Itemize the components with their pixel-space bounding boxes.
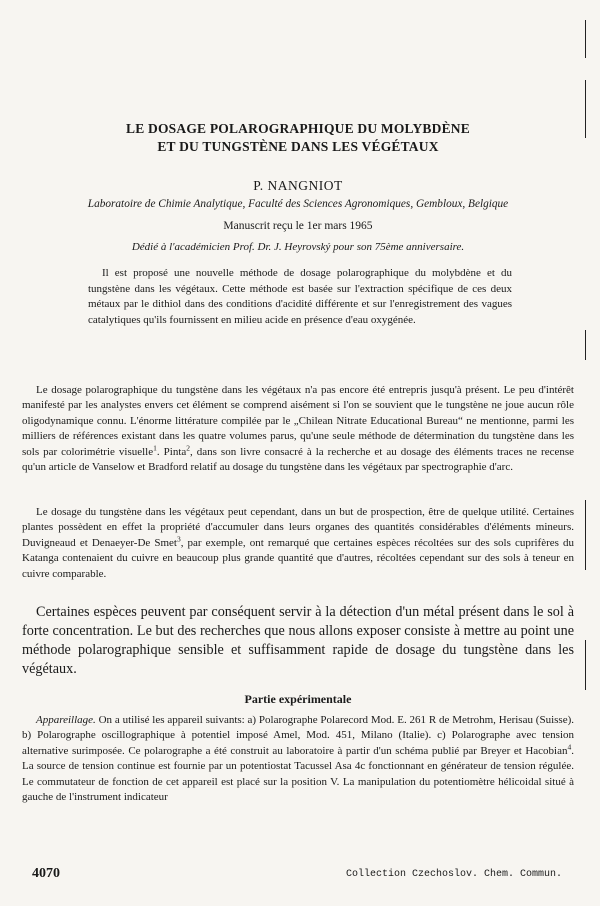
author-affiliation: Laboratoire de Chimie Analytique, Faculté des Sciences Agronomiques, Gembloux, Belgique [87,198,509,210]
abstract: Il est proposé une nouvelle méthode de dosage polarographique du molybdène et du tungstène dans les végétaux. Cette méthode est basée sur l'extraction spécifique de ces deux métaux par le dithiol dans des conditions d'acidité différente et sur l'enregistrement des vagues catalytiques qu'ils fournissent en milieu acide en présence d'eau oxygénée. [88,267,512,326]
page-edge-mark [585,640,587,690]
paragraph-prospection [22,505,574,582]
journal-name: Collection Czechoslov. Chem. Commun. [345,869,562,880]
page-number: 4070 [32,866,60,881]
page-edge-mark [585,80,587,138]
paragraph-text: Le dosage du tungstène dans les végétaux peut cependant, dans un but de prospection, être de quelque utilité. Certaines plantes possèdent en effet la propriété d'accumuler dans leurs organes des quantités considérables d'éléments mineurs. Duvigneaud et Denaeyer-De Smet [22,506,574,549]
paragraph-text: , dans son livre consacré à la recherche et au dosage des éléments traces ne recense qu'un article de Vanselow et Bradford relatif au dosage du tungstène dans les végétaux par spectrographie d'arc. [22,445,575,474]
reference-marker: 1 [153,442,157,452]
page-edge-mark [585,330,587,360]
received-date: Manuscrit reçu le 1er mars 1965 [223,220,373,232]
paragraph-text: , par exemple, ont remarqué que certaines espèces récoltées sur des sols cuprifères du Katanga contenaient du cuivre en beaucoup plus grande quantité que d'autres, récoltées cependant sur des sols à teneur en cuivre comparable. [22,536,574,580]
paragraph-apparatus [22,713,574,805]
paragraph-text: . La source de tension continue est fournie par un potentiostat Tacussel Asa 4c fonctionnant en générateur de tension régulée. Le commutateur de fonction de cet appareil est placé sur la position V. La manipulation du potentiomètre hélicoidal situé à gauche de l'instrument indicateur [22,744,574,804]
paragraph-text: Le dosage polarographique du tungstène dans les végétaux n'a pas encore été entrepris jusqu'à présent. Le peu d'intérêt manifesté par les analystes envers cet élément se comprend aisément si l'on se souvient que le tungstène ne joue aucun rôle oligodynamique connu. L'énorme littérature compilée par le „Chilean Nitrate Educational Bureau“ ne mentionne, parmi les milliers de références existant dans les quatre volumes parus, qu'une seule méthode de détermination du tungstène dans les sols par colorimétrie visuelle [22,384,574,458]
article-title [22,120,574,156]
reference-marker: 2 [186,442,191,452]
title-line-1: LE DOSAGE POLAROGRAPHIQUE DU MOLYBDÈNE [126,121,470,136]
paragraph-lead: Appareillage. [36,714,96,726]
page-edge-mark [585,500,587,570]
paragraph-text: . Pinta [156,445,187,458]
reference-marker: 4 [567,742,572,752]
title-line-2: ET DU TUNGSTÈNE DANS LES VÉGÉTAUX [157,139,439,154]
paragraph-objective: Certaines espèces peuvent par conséquent servir à la détection d'un métal présent dans le sol à forte concentration. Le but des recherches que nous allons exposer consiste à mettre au point une méthode polarographique sensible et suffisamment rapide de dosage du tungstène dans les végétaux. [22,604,574,677]
paragraph-text: On a utilisé les appareil suivants: a) Polarographe Polarecord Mod. E. 261 R de Metrohm, Herisau (Suisse). b) Polarographe oscillographique à potentiel imposé Amel, Mod. 451, Milano (Italie). c) Polarographe avec tension alternative surimposée. Ce polarographe a été construit au laboratoire à partir d'un schéma publié par Breyer et Hacobian [22,714,574,757]
reference-marker: 3 [176,534,181,544]
author-name: P. NANGNIOT [253,178,343,193]
paragraph-intro [22,383,574,475]
section-heading: Partie expérimentale [244,692,352,706]
dedication: Dédié à l'académicien Prof. Dr. J. Heyrovský pour son 75ème anniversaire. [131,241,465,253]
page-edge-mark [585,20,587,58]
